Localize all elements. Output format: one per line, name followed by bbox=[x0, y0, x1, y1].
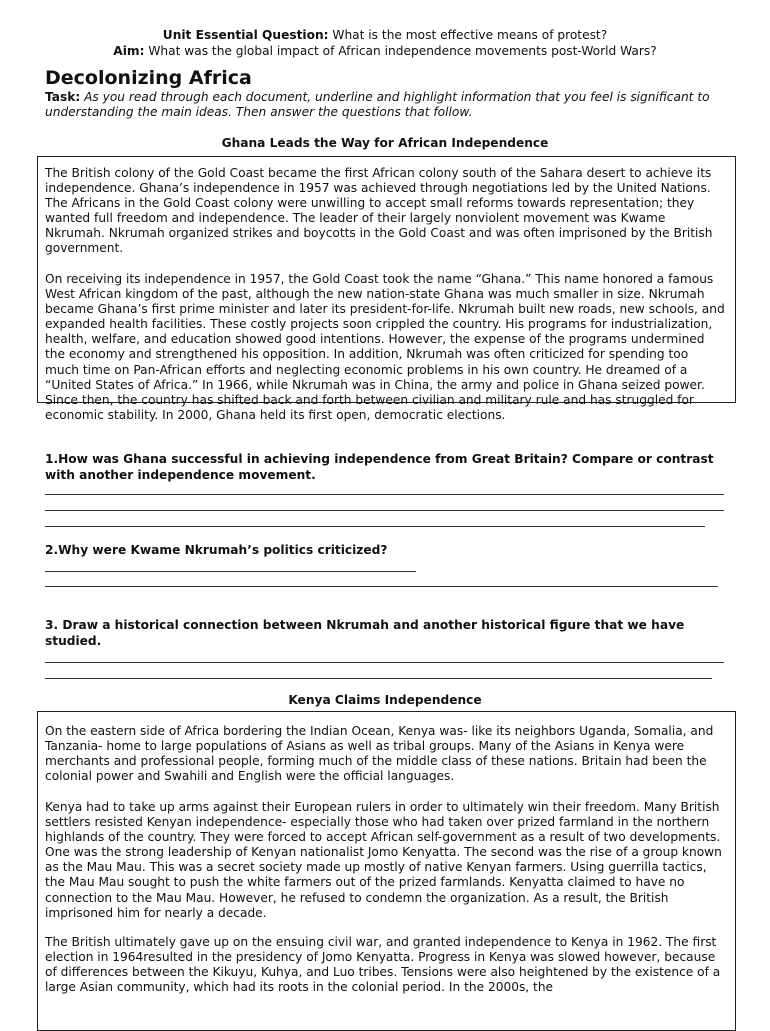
answer-line[interactable] bbox=[45, 510, 724, 511]
ghana-heading: Ghana Leads the Way for African Independence bbox=[221, 136, 549, 150]
answer-line[interactable] bbox=[45, 571, 416, 572]
kenya-heading: Kenya Claims Independence bbox=[288, 693, 482, 707]
question-2: 2.Why were Kwame Nkrumah’s politics criticized? bbox=[45, 543, 388, 557]
page-title: Decolonizing Africa bbox=[45, 67, 252, 89]
answer-line[interactable] bbox=[45, 526, 705, 527]
task-text: As you read through each document, underline and highlight information that you feel is significant to understanding the main ideas. Then answer the questions that follow. bbox=[45, 90, 710, 119]
task-instructions bbox=[45, 90, 735, 120]
essential-question-label: Unit Essential Question: bbox=[162, 28, 329, 42]
question-3: 3. Draw a historical connection between Nkrumah and another historical figure that we have studied. bbox=[45, 618, 685, 648]
kenya-paragraph-1: On the eastern side of Africa bordering the Indian Ocean, Kenya was- like its neighbors Uganda, Somalia, and Tanzania- home to large populations of Asians as well as tribal groups. Many of the Asians in Kenya were merchants and professional people, forming much of the middle class of these nations. Britain had been the colonial power and Swahili and English were the official languages. bbox=[45, 724, 714, 784]
aim-text: What was the global impact of African independence movements post-World Wars? bbox=[144, 44, 657, 58]
answer-line[interactable] bbox=[45, 678, 712, 679]
answer-line[interactable] bbox=[45, 586, 718, 587]
essential-question bbox=[0, 27, 770, 43]
essential-question-text: What is the most effective means of protest? bbox=[328, 28, 608, 42]
task-label: Task: bbox=[45, 90, 81, 104]
aim bbox=[0, 43, 770, 59]
question-1: 1.How was Ghana successful in achieving independence from Great Britain? Compare or contrast with another independence movement. bbox=[45, 452, 714, 482]
ghana-paragraph-2: On receiving its independence in 1957, the Gold Coast took the name “Ghana.” This name honored a famous West African kingdom of the past, although the new nation-state Ghana was much smaller in size. Nkrumah became Ghana’s first prime minister and later its president-for-life. Nkrumah built new roads, new schools, and expanded health facilities. These costly projects soon crippled the country. His programs for industrialization, health, welfare, and education showed good intentions. However, the expense of the programs undermined the economy and strengthened his opposition. In addition, Nkrumah was often criticized for spending too much time on Pan-African efforts and neglecting economic problems in his own country. He dreamed of a “United States of Africa.” In 1966, while Nkrumah was in China, the army and police in Ghana seized power. Since then, the country has shifted back and forth between civilian and military rule and has struggled for economic stability. In 2000, Ghana held its first open, democratic elections. bbox=[45, 272, 725, 422]
kenya-paragraph-3: The British ultimately gave up on the ensuing civil war, and granted independence to Kenya in 1962. The first election in 1964resulted in the presidency of Jomo Kenyatta. Progress in Kenya was slowed however, because of differences between the Kikuyu, Kuhya, and Luo tribes. Tensions were also heightened by the existence of a large Asian community, which had its roots in the colonial period. In the 2000s, the bbox=[45, 935, 721, 995]
answer-line[interactable] bbox=[45, 662, 724, 663]
aim-label: Aim: bbox=[113, 44, 145, 58]
ghana-paragraph-1: The British colony of the Gold Coast became the first African colony south of the Sahara desert to achieve its independence. Ghana’s independence in 1957 was achieved through negotiations led by the United Nations. The Africans in the Gold Coast colony were unwilling to accept small reforms towards representation; they wanted full freedom and independence. The leader of their largely nonviolent movement was Kwame Nkrumah. Nkrumah organized strikes and boycotts in the Gold Coast and was often imprisoned by the British government. bbox=[45, 166, 713, 256]
kenya-paragraph-2: Kenya had to take up arms against their European rulers in order to ultimately win their freedom. Many British settlers resisted Kenyan independence- especially those who had taken over prized farmland in the northern highlands of the country. They were forced to accept African self-government as a result of two developments. One was the strong leadership of Kenyan nationalist Jomo Kenyatta. The second was the rise of a group known as the Mau Mau. This was a secret society made up mostly of native Kenyan farmers. Using guerrilla tactics, the Mau Mau sought to push the white farmers out of the prized farmlands. Kenyatta claimed to have no connection to the Mau Mau. However, he refused to condemn the organization. As a result, the British imprisoned him for nearly a decade. bbox=[45, 800, 722, 920]
answer-line[interactable] bbox=[45, 494, 724, 495]
